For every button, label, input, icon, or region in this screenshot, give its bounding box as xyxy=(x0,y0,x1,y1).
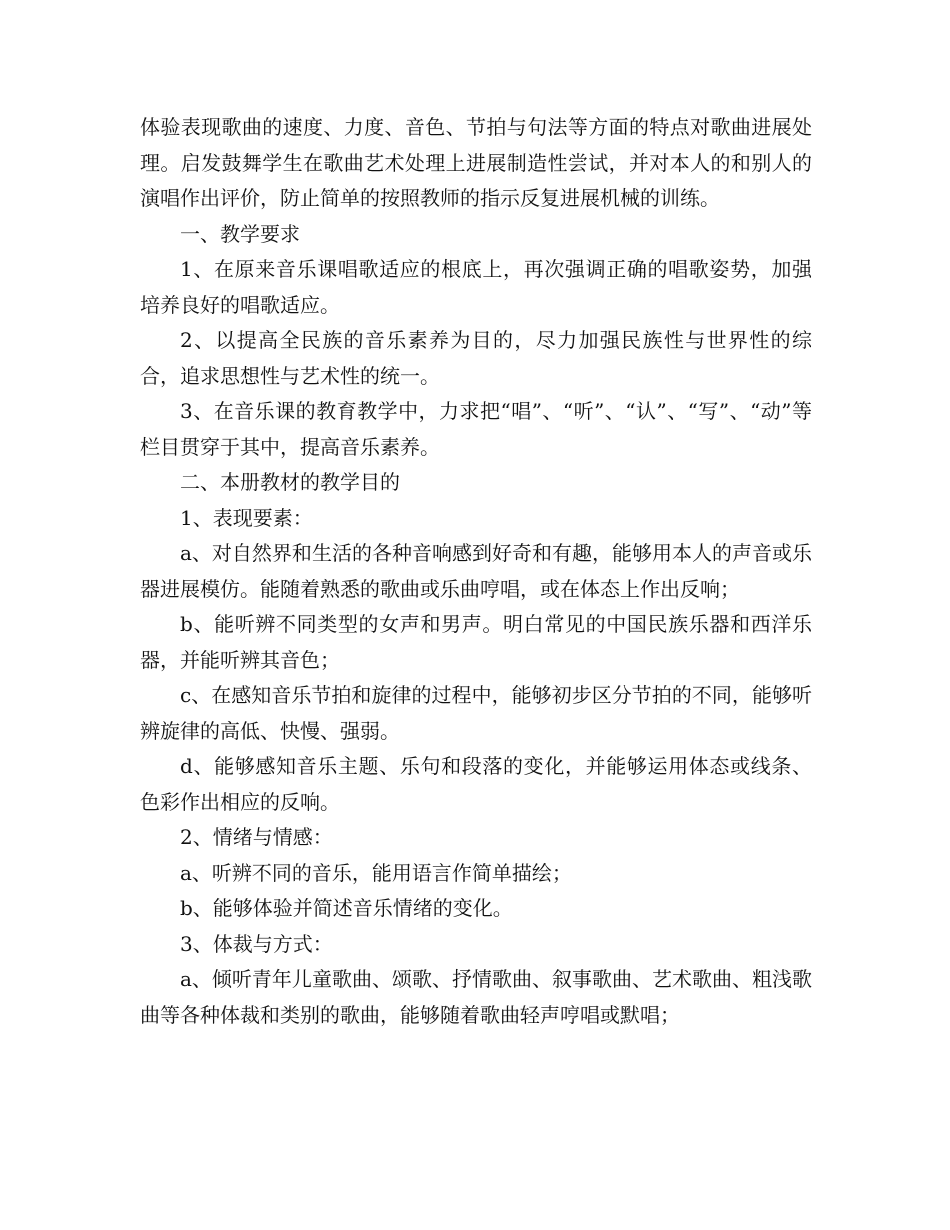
paragraph-intro-continued: 体验表现歌曲的速度、力度、音色、节拍与句法等方面的特点对歌曲进展处理。启发鼓舞学生在歌曲艺术处理上进展制造性尝试，并对本人的和别人的演唱作出评价，防止简单的按照教师的指示反复进展机械的训练。 xyxy=(140,115,812,210)
list-item-b: b、能听辨不同类型的女声和男声。明白常见的中国民族乐器和西洋乐器，并能听辨其音色； xyxy=(140,612,812,672)
subheading-genre-form: 3、体裁与方式： xyxy=(180,931,333,956)
emotion-item-b: b、能够体验并简述音乐情绪的变化。 xyxy=(180,896,513,920)
list-item-d: d、能够感知音乐主题、乐句和段落的变化，并能够运用体态或线条、色彩作出相应的反响。 xyxy=(140,754,812,814)
heading-teaching-requirements: 一、教学要求 xyxy=(180,221,300,246)
genre-item-a: a、倾听青年儿童歌曲、颂歌、抒情歌曲、叙事歌曲、艺术歌曲、粗浅歌曲等各种体裁和类别的歌曲，能够随着歌曲轻声哼唱或默唱； xyxy=(140,967,812,1027)
subheading-emotion: 2、情绪与情感： xyxy=(180,825,333,849)
subheading-expressive-elements: 1、表现要素： xyxy=(180,505,313,530)
list-item-c: c、在感知音乐节拍和旋律的过程中，能够初步区分节拍的不同，能够听辨旋律的高低、快慢、强弱。 xyxy=(140,683,812,743)
document-body xyxy=(140,110,812,1033)
requirement-item-2: 2、以提高全民族的音乐素养为目的，尽力加强民族性与世界性的综合，追求思想性与艺术性的统一。 xyxy=(140,328,812,388)
heading-teaching-objectives: 二、本册教材的教学目的 xyxy=(180,470,400,494)
emotion-item-a: a、听辨不同的音乐，能用语言作简单描绘； xyxy=(180,860,572,885)
list-item-a: a、对自然界和生活的各种音响感到好奇和有趣，能够用本人的声音或乐器进展模仿。能随着熟悉的歌曲或乐曲哼唱，或在体态上作出反响； xyxy=(140,541,812,601)
requirement-item-1: 1、在原来音乐课唱歌适应的根底上，再次强调正确的唱歌姿势，加强培养良好的唱歌适应。 xyxy=(140,257,812,317)
requirement-item-3: 3、在音乐课的教育教学中，力求把“唱”、“听”、“认”、“写”、“动”等栏目贯穿于其中，提高音乐素养。 xyxy=(140,399,812,459)
